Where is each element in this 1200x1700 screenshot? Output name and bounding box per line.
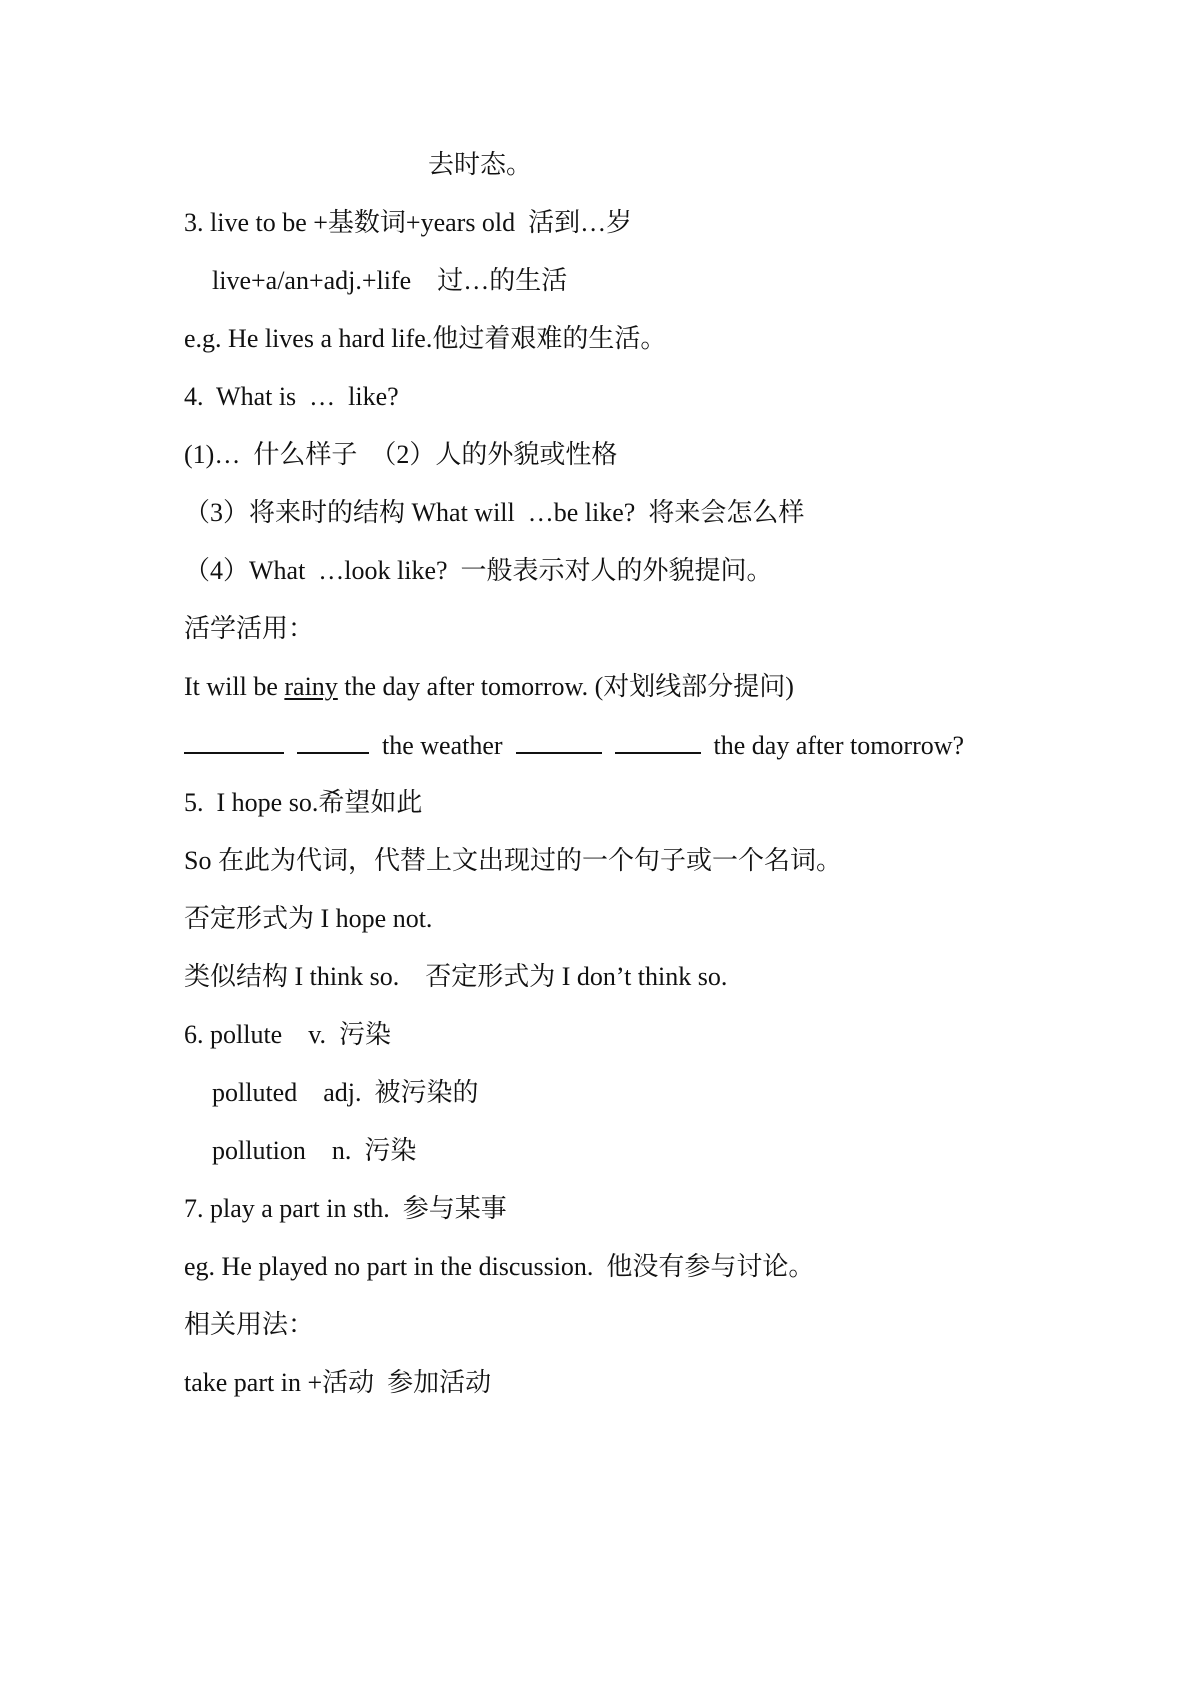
text-line: (1)… 什么样子 （2）人的外貌或性格 <box>184 440 618 469</box>
text-line: 7. play a part in sth. 参与某事 <box>184 1194 507 1223</box>
sentence-part: the weather <box>375 731 510 760</box>
text-line: 类似结构 I think so. 否定形式为 I don’t think so. <box>184 962 728 991</box>
underlined-word: rainy <box>284 672 338 701</box>
answer-blank[interactable] <box>184 728 284 754</box>
text-line: 去时态。 <box>428 150 533 179</box>
text-line: （3）将来时的结构 What will …be like? 将来会怎么样 <box>184 498 805 527</box>
answer-blank[interactable] <box>615 728 701 754</box>
text-line: So 在此为代词，代替上文出现过的一个句子或一个名词。 <box>184 846 842 875</box>
sentence-part: It will be <box>184 672 285 701</box>
fill-in-line <box>184 728 964 763</box>
exercise-sentence <box>184 670 794 704</box>
text-line: pollution n. 污染 <box>212 1136 417 1165</box>
text-line: 5. I hope so.希望如此 <box>184 788 423 817</box>
answer-blank[interactable] <box>516 728 602 754</box>
text-line: 3. live to be +基数词+years old 活到…岁 <box>184 208 633 237</box>
text-line: take part in +活动 参加活动 <box>184 1368 492 1397</box>
text-line: 6. pollute v. 污染 <box>184 1020 392 1049</box>
text-line: 4. What is … like? <box>184 382 399 411</box>
text-line: e.g. He lives a hard life.他过着艰难的生活。 <box>184 324 667 353</box>
text-line: 活学活用： <box>184 614 315 643</box>
text-line: （4）What …look like? 一般表示对人的外貌提问。 <box>184 556 773 585</box>
text-line: 否定形式为 I hope not. <box>184 904 433 933</box>
sentence-part: the day after tomorrow. (对划线部分提问) <box>337 672 794 701</box>
text-line: polluted adj. 被污染的 <box>212 1078 479 1107</box>
answer-blank[interactable] <box>297 728 369 754</box>
sentence-part: the day after tomorrow? <box>707 731 965 760</box>
text-line: live+a/an+adj.+life 过…的生活 <box>212 266 568 295</box>
text-line: 相关用法： <box>184 1310 315 1339</box>
text-line: eg. He played no part in the discussion. 他没有参与讨论。 <box>184 1252 815 1281</box>
